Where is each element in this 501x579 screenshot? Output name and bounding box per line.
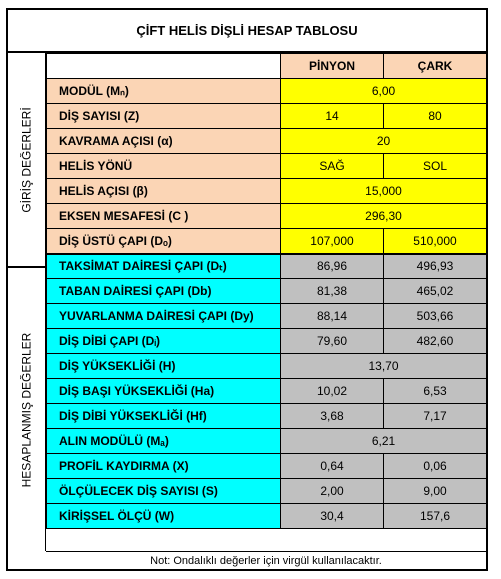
- input-value-shared[interactable]: 6,00: [281, 79, 487, 104]
- column-header-gear: ÇARK: [384, 54, 487, 79]
- sheet-title: ÇİFT HELİS DİŞLİ HESAP TABLOSU: [8, 10, 486, 53]
- input-section-label: [8, 53, 46, 268]
- calc-label-di-s-di-bi-yu-ksekli-g-i-hf: DİŞ DİBİ YÜKSEKLİĞİ (Hf): [47, 404, 281, 429]
- calc-value-gear: 503,66: [384, 304, 487, 329]
- input-value-shared[interactable]: 296,30: [281, 204, 487, 229]
- calc-row: [47, 404, 487, 429]
- calc-value-pinion: 86,96: [281, 254, 384, 279]
- calculated-section-text: HESAPLANMIŞ DEĞERLER: [19, 332, 34, 487]
- calc-value-pinion: 88,14: [281, 304, 384, 329]
- input-label-kavrama-ac-isi: KAVRAMA AÇISI (α): [47, 129, 281, 154]
- input-label-modu-l-mn: MODÜL (Mₙ): [47, 79, 281, 104]
- input-row: [47, 129, 487, 154]
- calc-row: [47, 454, 487, 479]
- calc-value-gear: 465,02: [384, 279, 487, 304]
- calc-value-gear: 6,53: [384, 379, 487, 404]
- input-value-shared[interactable]: 15,000: [281, 179, 487, 204]
- decimal-note: Not: Ondalıklı değerler için virgül kullanılacaktır.: [46, 551, 486, 569]
- calc-row: [47, 379, 487, 404]
- calculated-section-label: [8, 268, 46, 551]
- input-label-eksen-mesafesi-c: EKSEN MESAFESİ (C ): [47, 204, 281, 229]
- header-blank-cell: [47, 54, 281, 79]
- input-value-pinion[interactable]: 107,000: [281, 229, 384, 254]
- input-label-heli-s-yo-nu: HELİS YÖNÜ: [47, 154, 281, 179]
- calc-row: [47, 329, 487, 354]
- input-label-heli-s-ac-isi: HELİS AÇISI (β): [47, 179, 281, 204]
- input-row: [47, 179, 487, 204]
- calc-label-di-s-yu-ksekli-g-i-h: DİŞ YÜKSEKLİĞİ (H): [47, 354, 281, 379]
- header-row: [47, 54, 487, 79]
- input-value-gear[interactable]: 510,000: [384, 229, 487, 254]
- calc-row: [47, 429, 487, 454]
- input-row: [47, 204, 487, 229]
- calc-label-di-s-bas-i-yu-ksekli-g-i-ha: DİŞ BAŞI YÜKSEKLİĞİ (Ha): [47, 379, 281, 404]
- input-row: [47, 104, 487, 129]
- calc-row: [47, 254, 487, 279]
- input-label-di-s-sayisi-z: DİŞ SAYISI (Z): [47, 104, 281, 129]
- calc-value-gear: 482,60: [384, 329, 487, 354]
- calc-label-yuvarlanma-dai-resi-c-api-dy: YUVARLANMA DAİRESİ ÇAPI (Dy): [47, 304, 281, 329]
- calc-value-pinion: 3,68: [281, 404, 384, 429]
- input-label-di-s-u-stu-c-api-do: DİŞ ÜSTÜ ÇAPI (Dₒ): [47, 229, 281, 254]
- calc-value-pinion: 10,02: [281, 379, 384, 404]
- gear-table: [46, 53, 487, 529]
- calc-row: [47, 279, 487, 304]
- calc-label-o-lc-u-lecek-di-s-sayisi-s: ÖLÇÜLECEK DİŞ SAYISI (S): [47, 479, 281, 504]
- input-row: [47, 154, 487, 179]
- input-row: [47, 229, 487, 254]
- calc-value-pinion: 79,60: [281, 329, 384, 354]
- calc-value-pinion: 81,38: [281, 279, 384, 304]
- input-value-gear[interactable]: SOL: [384, 154, 487, 179]
- calc-row: [47, 354, 487, 379]
- input-value-shared[interactable]: 20: [281, 129, 487, 154]
- calc-value-pinion: 2,00: [281, 479, 384, 504]
- calc-value-shared: 6,21: [281, 429, 487, 454]
- calc-label-alin-modu-lu-ma: ALIN MODÜLÜ (Mₐ): [47, 429, 281, 454]
- calc-value-pinion: 0,64: [281, 454, 384, 479]
- calc-value-gear: 9,00: [384, 479, 487, 504]
- column-header-pinion: PİNYON: [281, 54, 384, 79]
- calc-value-gear: 496,93: [384, 254, 487, 279]
- input-value-pinion[interactable]: SAĞ: [281, 154, 384, 179]
- input-row: [47, 79, 487, 104]
- calc-value-pinion: 30,4: [281, 504, 384, 529]
- calc-label-ki-ri-s-sel-o-lc-u-w: KİRİŞSEL ÖLÇÜ (W): [47, 504, 281, 529]
- calc-value-shared: 13,70: [281, 354, 487, 379]
- input-value-gear[interactable]: 80: [384, 104, 487, 129]
- calc-value-gear: 157,6: [384, 504, 487, 529]
- calc-row: [47, 504, 487, 529]
- calc-label-profi-l-kaydirma-x: PROFİL KAYDIRMA (X): [47, 454, 281, 479]
- calc-value-gear: 7,17: [384, 404, 487, 429]
- gear-calculation-sheet: [6, 8, 488, 571]
- calc-label-di-s-di-bi-c-api-di: DİŞ DİBİ ÇAPI (Dᵢ): [47, 329, 281, 354]
- calc-label-taban-dai-resi-c-api-db: TABAN DAİRESİ ÇAPI (Db): [47, 279, 281, 304]
- calc-label-taksi-mat-dai-resi-c-api-dt: TAKSİMAT DAİRESİ ÇAPI (Dₜ): [47, 254, 281, 279]
- calc-row: [47, 479, 487, 504]
- input-section-text: GİRİŞ DEĞERLERİ: [19, 106, 34, 213]
- calc-value-gear: 0,06: [384, 454, 487, 479]
- calc-row: [47, 304, 487, 329]
- input-value-pinion[interactable]: 14: [281, 104, 384, 129]
